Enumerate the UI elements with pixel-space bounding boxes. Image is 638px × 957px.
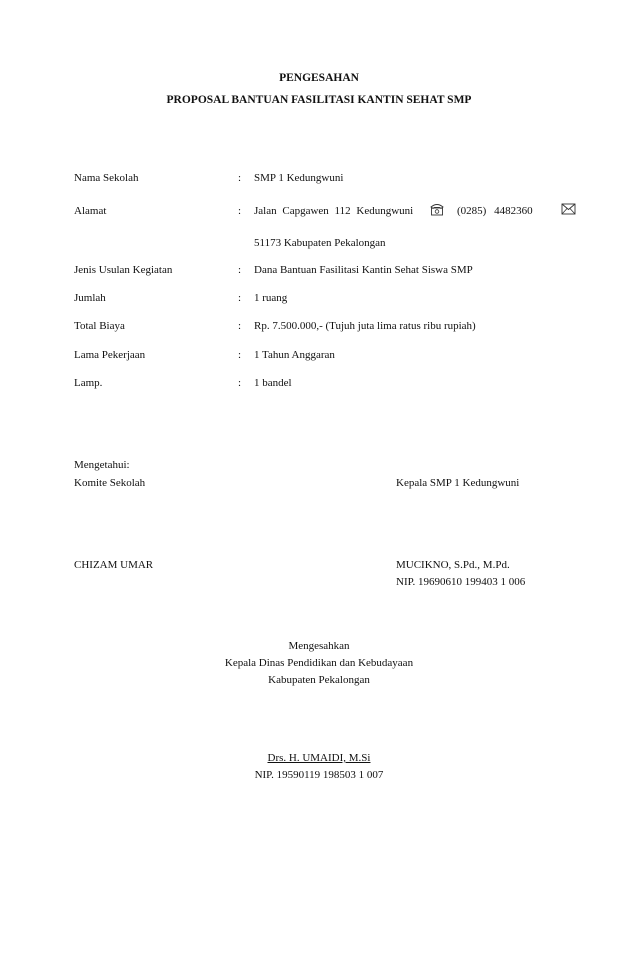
field-colon: : bbox=[238, 205, 242, 217]
phone-number: (0285) 4482360 bbox=[457, 205, 533, 217]
field-row-jumlah bbox=[74, 292, 594, 306]
field-label: Jenis Usulan Kegiatan bbox=[74, 264, 173, 276]
field-row-lama-pekerjaan bbox=[74, 349, 594, 363]
field-value: Jalan Capgawen 112 Kedungwuni bbox=[254, 205, 414, 217]
kepala-dinas-name bbox=[0, 752, 638, 764]
field-row-alamat bbox=[74, 205, 594, 219]
field-row-nama-sekolah bbox=[74, 172, 594, 186]
field-value: 1 Tahun Anggaran bbox=[254, 349, 335, 361]
field-label: Lama Pekerjaan bbox=[74, 349, 146, 361]
kabupaten-label: Kabupaten Pekalongan bbox=[268, 674, 370, 686]
kepala-sekolah-name: MUCIKNO, S.Pd., M.Pd. bbox=[396, 559, 510, 571]
mengesahkan-label: Mengesahkan bbox=[288, 640, 350, 652]
field-label: Alamat bbox=[74, 205, 107, 217]
field-row-lamp bbox=[74, 377, 594, 391]
field-row-total-biaya bbox=[74, 320, 594, 334]
field-colon: : bbox=[238, 377, 242, 389]
field-value-continued: 51173 Kabupaten Pekalongan bbox=[254, 237, 386, 249]
komite-sekolah-label: Komite Sekolah bbox=[74, 477, 146, 489]
document-subtitle: PROPOSAL BANTUAN FASILITASI KANTIN SEHAT SMP bbox=[166, 94, 472, 106]
field-label: Total Biaya bbox=[74, 320, 125, 332]
telephone-icon bbox=[430, 202, 444, 219]
document-title: PENGESAHAN bbox=[279, 72, 359, 84]
kepala-sekolah-label: Kepala SMP 1 Kedungwuni bbox=[396, 477, 520, 489]
field-colon: : bbox=[238, 292, 242, 304]
field-row-alamat-2 bbox=[74, 237, 594, 251]
kepala-dinas-name-text: Drs. H. UMAIDI, M.Si bbox=[267, 752, 371, 764]
field-colon: : bbox=[238, 320, 242, 332]
field-colon: : bbox=[238, 349, 242, 361]
kepala-dinas-label: Kepala Dinas Pendidikan dan Kebudayaan bbox=[224, 657, 414, 669]
field-colon: : bbox=[238, 264, 242, 276]
field-colon: : bbox=[238, 172, 242, 184]
field-value: SMP 1 Kedungwuni bbox=[254, 172, 344, 184]
field-value: Rp. 7.500.000,- (Tujuh juta lima ratus ribu rupiah) bbox=[254, 320, 476, 332]
kepala-dinas-nip: NIP. 19590119 198503 1 007 bbox=[254, 769, 384, 781]
field-label: Lamp. bbox=[74, 377, 103, 389]
kepala-sekolah-nip: NIP. 19690610 199403 1 006 bbox=[396, 576, 526, 588]
field-value: Dana Bantuan Fasilitasi Kantin Sehat Siswa SMP bbox=[254, 264, 473, 276]
field-value: 1 bandel bbox=[254, 377, 292, 389]
field-row-jenis-usulan bbox=[74, 264, 594, 278]
envelope-icon bbox=[561, 203, 576, 218]
mengetahui-label: Mengetahui: bbox=[74, 459, 130, 471]
field-label: Nama Sekolah bbox=[74, 172, 139, 184]
field-label: Jumlah bbox=[74, 292, 106, 304]
field-value: 1 ruang bbox=[254, 292, 288, 304]
komite-signatory-name: CHIZAM UMAR bbox=[74, 559, 154, 571]
